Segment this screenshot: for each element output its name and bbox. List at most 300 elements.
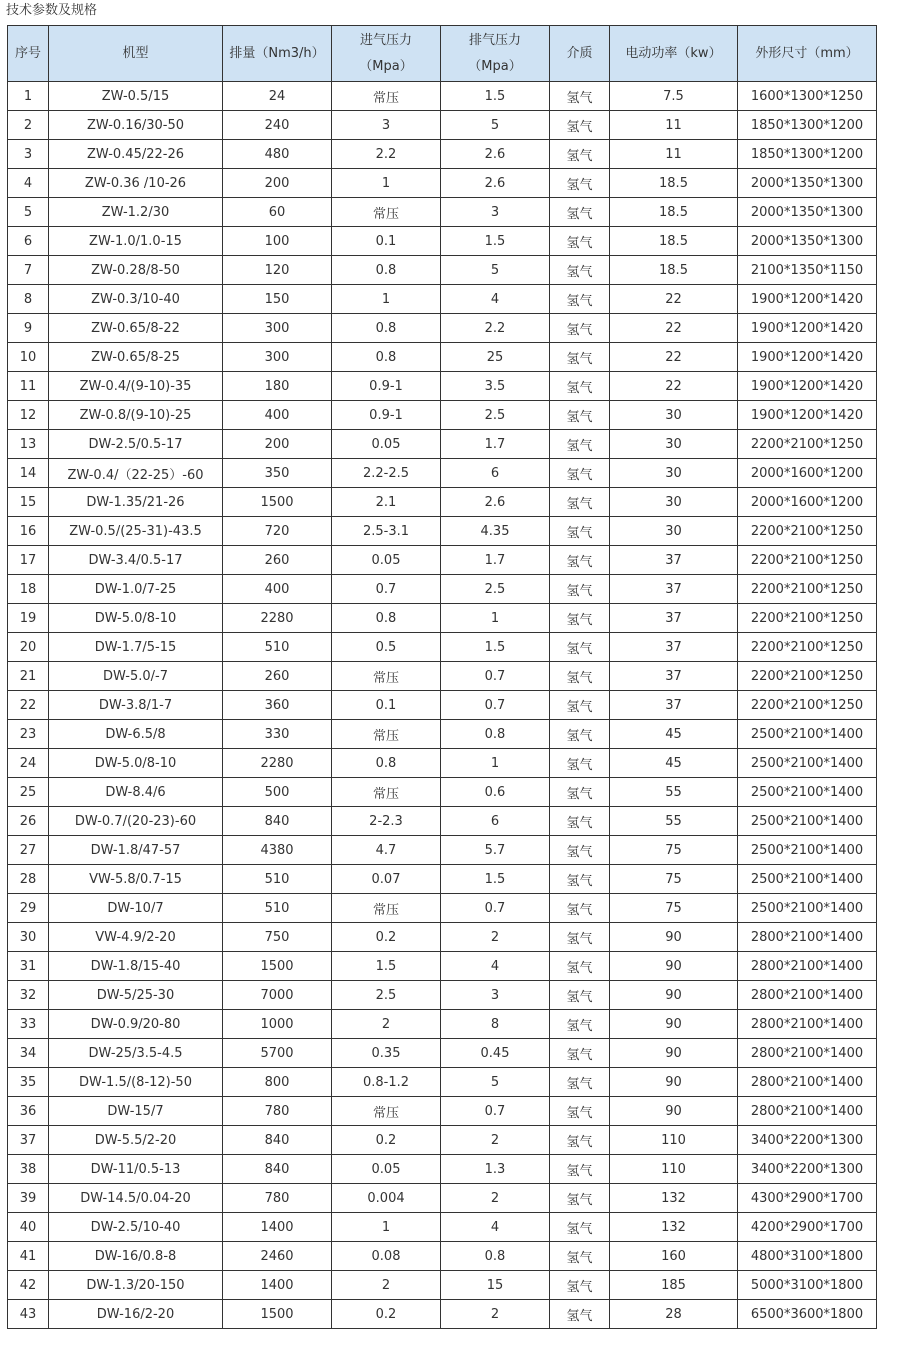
- cell-dimensions: 2800*2100*1400: [738, 981, 877, 1010]
- cell-index: 27: [8, 836, 49, 865]
- cell-model: DW-5.0/8-10: [49, 604, 223, 633]
- cell-index: 34: [8, 1039, 49, 1068]
- cell-inlet-pressure: 0.8: [332, 256, 441, 285]
- header-outlet-pressure-label: 排气压力: [468, 32, 521, 48]
- cell-model: DW-14.5/0.04-20: [49, 1184, 223, 1213]
- cell-index: 42: [8, 1271, 49, 1300]
- cell-index: 35: [8, 1068, 49, 1097]
- cell-medium: 氢气: [550, 1300, 610, 1329]
- cell-motor-power: 90: [610, 1097, 738, 1126]
- cell-index: 41: [8, 1242, 49, 1271]
- cell-medium: 氢气: [550, 1184, 610, 1213]
- cell-displacement: 800: [223, 1068, 332, 1097]
- cell-dimensions: 1900*1200*1420: [738, 401, 877, 430]
- cell-inlet-pressure: 1.5: [332, 952, 441, 981]
- cell-dimensions: 1600*1300*1250: [738, 82, 877, 111]
- cell-dimensions: 3400*2200*1300: [738, 1155, 877, 1184]
- cell-model: DW-1.8/15-40: [49, 952, 223, 981]
- cell-inlet-pressure: 0.35: [332, 1039, 441, 1068]
- cell-displacement: 510: [223, 894, 332, 923]
- cell-inlet-pressure: 0.1: [332, 227, 441, 256]
- header-inlet-pressure-unit: （Mpa）: [359, 58, 413, 74]
- table-row: [8, 198, 877, 227]
- cell-medium: 氢气: [550, 401, 610, 430]
- cell-dimensions: 2100*1350*1150: [738, 256, 877, 285]
- cell-dimensions: 2500*2100*1400: [738, 865, 877, 894]
- header-inlet-pressure-label: 进气压力: [359, 32, 412, 48]
- cell-motor-power: 37: [610, 546, 738, 575]
- cell-index: 10: [8, 343, 49, 372]
- cell-outlet-pressure: 1.5: [441, 633, 550, 662]
- cell-medium: 氢气: [550, 836, 610, 865]
- cell-displacement: 120: [223, 256, 332, 285]
- cell-displacement: 1500: [223, 488, 332, 517]
- cell-motor-power: 22: [610, 285, 738, 314]
- cell-outlet-pressure: 3: [441, 198, 550, 227]
- cell-outlet-pressure: 2: [441, 1126, 550, 1155]
- cell-dimensions: 2200*2100*1250: [738, 604, 877, 633]
- header-row: [8, 26, 877, 82]
- cell-index: 31: [8, 952, 49, 981]
- cell-outlet-pressure: 1.5: [441, 865, 550, 894]
- cell-motor-power: 30: [610, 517, 738, 546]
- cell-motor-power: 55: [610, 778, 738, 807]
- cell-model: DW-1.8/47-57: [49, 836, 223, 865]
- header-outlet-pressure-unit: （Mpa）: [468, 58, 522, 74]
- table-row: [8, 1097, 877, 1126]
- cell-displacement: 150: [223, 285, 332, 314]
- cell-inlet-pressure: 常压: [332, 662, 441, 691]
- cell-index: 38: [8, 1155, 49, 1184]
- cell-index: 20: [8, 633, 49, 662]
- cell-outlet-pressure: 2.2: [441, 314, 550, 343]
- cell-inlet-pressure: 2: [332, 1271, 441, 1300]
- table-row: [8, 546, 877, 575]
- cell-model: ZW-0.65/8-25: [49, 343, 223, 372]
- cell-index: 13: [8, 430, 49, 459]
- cell-index: 19: [8, 604, 49, 633]
- cell-motor-power: 7.5: [610, 82, 738, 111]
- cell-displacement: 1500: [223, 952, 332, 981]
- header-model-label: 机型: [122, 45, 149, 61]
- cell-medium: 氢气: [550, 111, 610, 140]
- cell-index: 25: [8, 778, 49, 807]
- cell-motor-power: 37: [610, 575, 738, 604]
- cell-medium: 氢气: [550, 1097, 610, 1126]
- cell-dimensions: 2800*2100*1400: [738, 1068, 877, 1097]
- cell-outlet-pressure: 25: [441, 343, 550, 372]
- cell-model: ZW-0.16/30-50: [49, 111, 223, 140]
- table-row: [8, 227, 877, 256]
- cell-inlet-pressure: 2: [332, 1010, 441, 1039]
- cell-medium: 氢气: [550, 343, 610, 372]
- cell-dimensions: 1900*1200*1420: [738, 285, 877, 314]
- cell-dimensions: 2200*2100*1250: [738, 633, 877, 662]
- cell-inlet-pressure: 2.2: [332, 140, 441, 169]
- cell-outlet-pressure: 5.7: [441, 836, 550, 865]
- cell-outlet-pressure: 1.7: [441, 546, 550, 575]
- cell-inlet-pressure: 0.8: [332, 343, 441, 372]
- cell-inlet-pressure: 1: [332, 1213, 441, 1242]
- cell-motor-power: 160: [610, 1242, 738, 1271]
- cell-displacement: 1000: [223, 1010, 332, 1039]
- cell-motor-power: 37: [610, 662, 738, 691]
- cell-inlet-pressure: 常压: [332, 778, 441, 807]
- cell-model: DW-0.9/20-80: [49, 1010, 223, 1039]
- cell-dimensions: 2800*2100*1400: [738, 1039, 877, 1068]
- cell-motor-power: 185: [610, 1271, 738, 1300]
- cell-displacement: 4380: [223, 836, 332, 865]
- table-row: [8, 372, 877, 401]
- cell-index: 40: [8, 1213, 49, 1242]
- header-displacement: [223, 26, 332, 82]
- cell-inlet-pressure: 0.8: [332, 604, 441, 633]
- cell-inlet-pressure: 2.5-3.1: [332, 517, 441, 546]
- table-row: [8, 517, 877, 546]
- table-row: [8, 1010, 877, 1039]
- cell-motor-power: 132: [610, 1184, 738, 1213]
- cell-index: 32: [8, 981, 49, 1010]
- cell-displacement: 1500: [223, 1300, 332, 1329]
- cell-dimensions: 4800*3100*1800: [738, 1242, 877, 1271]
- cell-outlet-pressure: 15: [441, 1271, 550, 1300]
- cell-outlet-pressure: 1.5: [441, 82, 550, 111]
- cell-outlet-pressure: 1: [441, 749, 550, 778]
- header-model: [49, 26, 223, 82]
- cell-displacement: 360: [223, 691, 332, 720]
- cell-index: 7: [8, 256, 49, 285]
- cell-index: 21: [8, 662, 49, 691]
- cell-outlet-pressure: 5: [441, 111, 550, 140]
- cell-model: DW-10/7: [49, 894, 223, 923]
- cell-displacement: 300: [223, 343, 332, 372]
- cell-medium: 氢气: [550, 314, 610, 343]
- header-displacement-label: 排量（Nm3/h）: [229, 45, 325, 61]
- cell-index: 43: [8, 1300, 49, 1329]
- cell-medium: 氢气: [550, 372, 610, 401]
- cell-outlet-pressure: 2: [441, 1184, 550, 1213]
- cell-motor-power: 90: [610, 1068, 738, 1097]
- cell-dimensions: 2500*2100*1400: [738, 807, 877, 836]
- table-row: [8, 720, 877, 749]
- cell-model: ZW-0.3/10-40: [49, 285, 223, 314]
- cell-outlet-pressure: 4: [441, 952, 550, 981]
- cell-model: DW-1.5/(8-12)-50: [49, 1068, 223, 1097]
- header-index-label: 序号: [14, 45, 41, 61]
- cell-index: 1: [8, 82, 49, 111]
- cell-index: 37: [8, 1126, 49, 1155]
- cell-displacement: 2460: [223, 1242, 332, 1271]
- cell-model: DW-0.7/(20-23)-60: [49, 807, 223, 836]
- cell-index: 17: [8, 546, 49, 575]
- table-row: [8, 314, 877, 343]
- cell-outlet-pressure: 5: [441, 256, 550, 285]
- cell-motor-power: 75: [610, 865, 738, 894]
- cell-displacement: 240: [223, 111, 332, 140]
- header-motor-power: [610, 26, 738, 82]
- cell-dimensions: 1850*1300*1200: [738, 140, 877, 169]
- table-row: [8, 778, 877, 807]
- cell-motor-power: 11: [610, 140, 738, 169]
- cell-outlet-pressure: 4: [441, 1213, 550, 1242]
- table-row: [8, 401, 877, 430]
- cell-inlet-pressure: 0.004: [332, 1184, 441, 1213]
- table-row: [8, 1213, 877, 1242]
- cell-model: DW-2.5/0.5-17: [49, 430, 223, 459]
- cell-medium: 氢气: [550, 604, 610, 633]
- header-inlet-pressure: [332, 26, 441, 82]
- cell-inlet-pressure: 0.07: [332, 865, 441, 894]
- cell-outlet-pressure: 0.8: [441, 1242, 550, 1271]
- cell-model: DW-6.5/8: [49, 720, 223, 749]
- cell-outlet-pressure: 0.7: [441, 1097, 550, 1126]
- cell-inlet-pressure: 2.5: [332, 981, 441, 1010]
- cell-inlet-pressure: 常压: [332, 720, 441, 749]
- cell-model: ZW-0.65/8-22: [49, 314, 223, 343]
- cell-model: DW-5/25-30: [49, 981, 223, 1010]
- cell-motor-power: 28: [610, 1300, 738, 1329]
- cell-dimensions: 2200*2100*1250: [738, 575, 877, 604]
- cell-inlet-pressure: 常压: [332, 198, 441, 227]
- cell-dimensions: 2800*2100*1400: [738, 1097, 877, 1126]
- cell-medium: 氢气: [550, 1039, 610, 1068]
- cell-medium: 氢气: [550, 894, 610, 923]
- cell-motor-power: 30: [610, 459, 738, 488]
- cell-inlet-pressure: 0.9-1: [332, 401, 441, 430]
- cell-outlet-pressure: 4.35: [441, 517, 550, 546]
- cell-index: 23: [8, 720, 49, 749]
- cell-displacement: 2280: [223, 604, 332, 633]
- cell-model: DW-1.7/5-15: [49, 633, 223, 662]
- cell-model: ZW-0.28/8-50: [49, 256, 223, 285]
- cell-inlet-pressure: 0.8: [332, 314, 441, 343]
- cell-index: 3: [8, 140, 49, 169]
- cell-inlet-pressure: 0.05: [332, 430, 441, 459]
- cell-dimensions: 6500*3600*1800: [738, 1300, 877, 1329]
- cell-model: ZW-0.45/22-26: [49, 140, 223, 169]
- cell-model: DW-11/0.5-13: [49, 1155, 223, 1184]
- cell-model: ZW-0.36 /10-26: [49, 169, 223, 198]
- cell-outlet-pressure: 1.7: [441, 430, 550, 459]
- table-row: [8, 807, 877, 836]
- table-row: [8, 633, 877, 662]
- cell-displacement: 400: [223, 401, 332, 430]
- cell-inlet-pressure: 0.8: [332, 749, 441, 778]
- cell-displacement: 510: [223, 633, 332, 662]
- cell-inlet-pressure: 0.2: [332, 1126, 441, 1155]
- table-row: [8, 285, 877, 314]
- table-row: [8, 691, 877, 720]
- cell-medium: 氢气: [550, 198, 610, 227]
- cell-outlet-pressure: 2.6: [441, 140, 550, 169]
- table-row: [8, 1271, 877, 1300]
- cell-inlet-pressure: 0.08: [332, 1242, 441, 1271]
- cell-displacement: 500: [223, 778, 332, 807]
- cell-dimensions: 2500*2100*1400: [738, 836, 877, 865]
- cell-medium: 氢气: [550, 691, 610, 720]
- cell-medium: 氢气: [550, 1010, 610, 1039]
- cell-index: 28: [8, 865, 49, 894]
- cell-displacement: 24: [223, 82, 332, 111]
- table-row: [8, 169, 877, 198]
- cell-index: 29: [8, 894, 49, 923]
- cell-index: 11: [8, 372, 49, 401]
- cell-dimensions: 4200*2900*1700: [738, 1213, 877, 1242]
- cell-motor-power: 75: [610, 894, 738, 923]
- cell-model: DW-5.0/8-10: [49, 749, 223, 778]
- cell-dimensions: 1900*1200*1420: [738, 314, 877, 343]
- cell-model: DW-5.5/2-20: [49, 1126, 223, 1155]
- cell-dimensions: 2500*2100*1400: [738, 778, 877, 807]
- table-row: [8, 749, 877, 778]
- cell-displacement: 840: [223, 1126, 332, 1155]
- table-row: [8, 836, 877, 865]
- cell-model: DW-1.3/20-150: [49, 1271, 223, 1300]
- cell-displacement: 260: [223, 662, 332, 691]
- cell-medium: 氢气: [550, 430, 610, 459]
- cell-dimensions: 2500*2100*1400: [738, 894, 877, 923]
- table-row: [8, 1300, 877, 1329]
- cell-dimensions: 2500*2100*1400: [738, 720, 877, 749]
- cell-model: DW-5.0/-7: [49, 662, 223, 691]
- cell-model: VW-4.9/2-20: [49, 923, 223, 952]
- table-row: [8, 430, 877, 459]
- cell-displacement: 840: [223, 807, 332, 836]
- cell-outlet-pressure: 0.8: [441, 720, 550, 749]
- cell-medium: 氢气: [550, 865, 610, 894]
- table-row: [8, 952, 877, 981]
- cell-index: 30: [8, 923, 49, 952]
- cell-index: 36: [8, 1097, 49, 1126]
- cell-medium: 氢气: [550, 720, 610, 749]
- cell-displacement: 510: [223, 865, 332, 894]
- cell-dimensions: 2800*2100*1400: [738, 923, 877, 952]
- cell-dimensions: 2200*2100*1250: [738, 430, 877, 459]
- cell-model: DW-25/3.5-4.5: [49, 1039, 223, 1068]
- cell-medium: 氢气: [550, 633, 610, 662]
- cell-model: ZW-1.2/30: [49, 198, 223, 227]
- header-medium-label: 介质: [566, 45, 593, 61]
- cell-model: VW-5.8/0.7-15: [49, 865, 223, 894]
- cell-model: DW-8.4/6: [49, 778, 223, 807]
- cell-inlet-pressure: 常压: [332, 894, 441, 923]
- cell-medium: 氢气: [550, 952, 610, 981]
- cell-displacement: 350: [223, 459, 332, 488]
- cell-medium: 氢气: [550, 546, 610, 575]
- table-row: [8, 662, 877, 691]
- cell-model: ZW-0.8/(9-10)-25: [49, 401, 223, 430]
- cell-model: DW-1.0/7-25: [49, 575, 223, 604]
- cell-displacement: 60: [223, 198, 332, 227]
- cell-dimensions: 2800*2100*1400: [738, 952, 877, 981]
- spec-table-body: [8, 82, 877, 1329]
- cell-medium: 氢气: [550, 285, 610, 314]
- table-row: [8, 865, 877, 894]
- cell-model: DW-3.8/1-7: [49, 691, 223, 720]
- header-medium: [550, 26, 610, 82]
- cell-outlet-pressure: 2: [441, 1300, 550, 1329]
- cell-outlet-pressure: 5: [441, 1068, 550, 1097]
- cell-displacement: 200: [223, 430, 332, 459]
- cell-medium: 氢气: [550, 923, 610, 952]
- cell-index: 2: [8, 111, 49, 140]
- cell-inlet-pressure: 0.05: [332, 546, 441, 575]
- spec-table: [7, 25, 877, 1329]
- cell-outlet-pressure: 2: [441, 923, 550, 952]
- cell-index: 9: [8, 314, 49, 343]
- cell-dimensions: 2200*2100*1250: [738, 691, 877, 720]
- cell-motor-power: 22: [610, 314, 738, 343]
- cell-dimensions: 2800*2100*1400: [738, 1010, 877, 1039]
- cell-outlet-pressure: 6: [441, 807, 550, 836]
- cell-displacement: 780: [223, 1184, 332, 1213]
- cell-displacement: 1400: [223, 1213, 332, 1242]
- cell-model: DW-2.5/10-40: [49, 1213, 223, 1242]
- cell-outlet-pressure: 0.7: [441, 662, 550, 691]
- cell-motor-power: 22: [610, 343, 738, 372]
- cell-model: DW-16/2-20: [49, 1300, 223, 1329]
- cell-displacement: 720: [223, 517, 332, 546]
- cell-motor-power: 90: [610, 981, 738, 1010]
- cell-displacement: 750: [223, 923, 332, 952]
- cell-inlet-pressure: 0.2: [332, 1300, 441, 1329]
- table-row: [8, 256, 877, 285]
- cell-motor-power: 30: [610, 401, 738, 430]
- cell-motor-power: 18.5: [610, 227, 738, 256]
- cell-displacement: 300: [223, 314, 332, 343]
- header-outlet-pressure: [441, 26, 550, 82]
- cell-inlet-pressure: 2-2.3: [332, 807, 441, 836]
- header-dimensions: [738, 26, 877, 82]
- cell-index: 26: [8, 807, 49, 836]
- cell-model: DW-15/7: [49, 1097, 223, 1126]
- cell-dimensions: 1900*1200*1420: [738, 372, 877, 401]
- cell-medium: 氢气: [550, 1155, 610, 1184]
- cell-dimensions: 2000*1600*1200: [738, 459, 877, 488]
- cell-dimensions: 1850*1300*1200: [738, 111, 877, 140]
- page-title: 技术参数及规格: [6, 3, 98, 18]
- cell-outlet-pressure: 1.3: [441, 1155, 550, 1184]
- cell-index: 39: [8, 1184, 49, 1213]
- cell-motor-power: 110: [610, 1126, 738, 1155]
- cell-outlet-pressure: 2.5: [441, 401, 550, 430]
- cell-motor-power: 37: [610, 604, 738, 633]
- cell-outlet-pressure: 0.6: [441, 778, 550, 807]
- table-row: [8, 1039, 877, 1068]
- cell-displacement: 180: [223, 372, 332, 401]
- cell-displacement: 100: [223, 227, 332, 256]
- table-row: [8, 1068, 877, 1097]
- cell-inlet-pressure: 0.9-1: [332, 372, 441, 401]
- table-row: [8, 604, 877, 633]
- cell-displacement: 330: [223, 720, 332, 749]
- cell-motor-power: 45: [610, 749, 738, 778]
- cell-model: ZW-1.0/1.0-15: [49, 227, 223, 256]
- cell-inlet-pressure: 2.2-2.5: [332, 459, 441, 488]
- cell-displacement: 260: [223, 546, 332, 575]
- cell-motor-power: 30: [610, 430, 738, 459]
- cell-outlet-pressure: 1.5: [441, 227, 550, 256]
- cell-outlet-pressure: 8: [441, 1010, 550, 1039]
- cell-outlet-pressure: 3: [441, 981, 550, 1010]
- cell-inlet-pressure: 1: [332, 285, 441, 314]
- cell-motor-power: 45: [610, 720, 738, 749]
- cell-outlet-pressure: 6: [441, 459, 550, 488]
- cell-medium: 氢气: [550, 981, 610, 1010]
- cell-motor-power: 30: [610, 488, 738, 517]
- table-row: [8, 111, 877, 140]
- cell-inlet-pressure: 4.7: [332, 836, 441, 865]
